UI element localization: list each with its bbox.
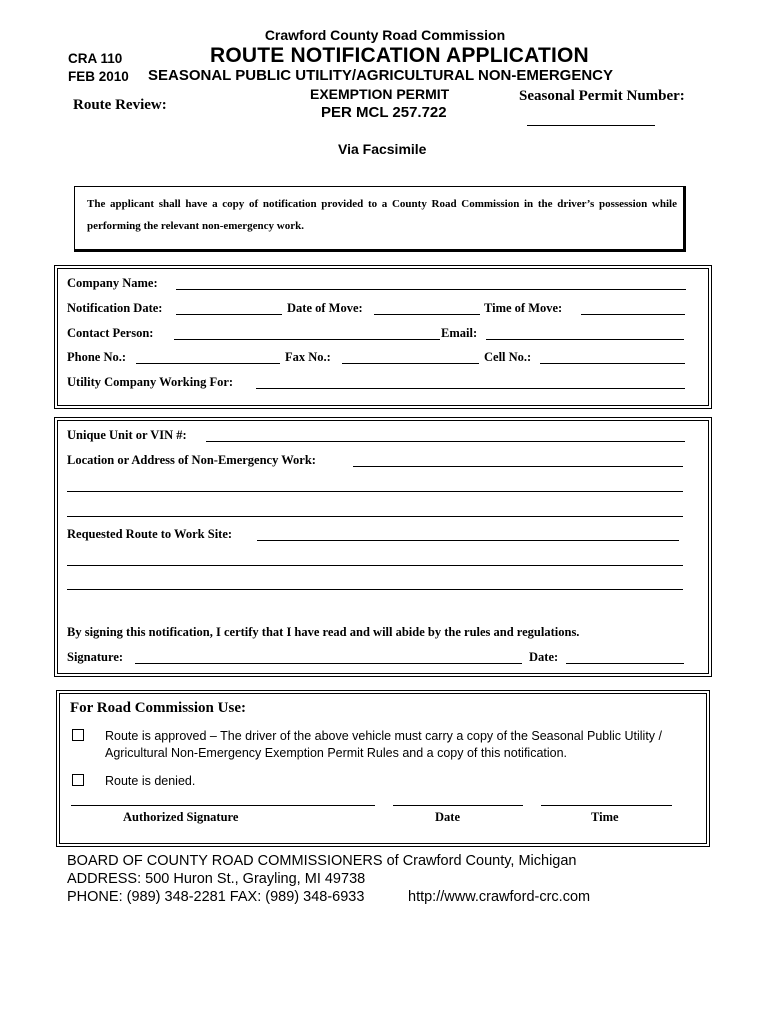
footer-board: BOARD OF COUNTY ROAD COMMISSIONERS of Crawford County, Michigan	[67, 853, 577, 869]
company-name-label: Company Name:	[67, 276, 158, 290]
route-approved-checkbox[interactable]	[72, 729, 84, 741]
notification-date-label: Notification Date:	[67, 301, 163, 315]
route-field[interactable]	[257, 540, 679, 541]
contact-person-field[interactable]	[174, 339, 440, 340]
via-facsimile: Via Facsimile	[338, 141, 427, 157]
route-field-line-2[interactable]	[67, 565, 683, 566]
location-label: Location or Address of Non-Emergency Work:	[67, 453, 316, 467]
form-title: ROUTE NOTIFICATION APPLICATION	[210, 44, 589, 67]
commission-time-field[interactable]	[541, 805, 672, 806]
signature-field[interactable]	[135, 663, 522, 664]
authorized-signature-label: Authorized Signature	[123, 810, 239, 824]
fax-label: Fax No.:	[285, 350, 331, 364]
footer-phone: PHONE: (989) 348-2281 FAX: (989) 348-6933	[67, 889, 365, 905]
route-field-line-3[interactable]	[67, 589, 683, 590]
commission-date-label: Date	[435, 810, 460, 824]
signature-label: Signature:	[67, 650, 124, 664]
certify-statement: By signing this notification, I certify that I have read and will abide by the rules and regulations.	[67, 625, 580, 639]
route-label: Requested Route to Work Site:	[67, 527, 233, 541]
unit-vin-label: Unique Unit or VIN #:	[67, 428, 187, 442]
form-code: CRA 110	[68, 51, 123, 66]
unit-vin-field[interactable]	[206, 441, 685, 442]
fax-field[interactable]	[342, 363, 479, 364]
email-label: Email:	[441, 326, 478, 340]
time-of-move-field[interactable]	[581, 314, 685, 315]
route-approved-text-2: Agricultural Non-Emergency Exemption Permit Rules and a copy of this notification.	[105, 746, 568, 760]
cell-field[interactable]	[540, 363, 685, 364]
notice-box	[74, 186, 686, 252]
route-approved-text: Route is approved – The driver of the above vehicle must carry a copy of the Seasonal Public Utility /	[105, 729, 663, 743]
location-field[interactable]	[353, 466, 683, 467]
location-field-line-2[interactable]	[67, 491, 683, 492]
utility-company-field[interactable]	[256, 388, 685, 389]
company-name-field[interactable]	[176, 289, 686, 290]
phone-label: Phone No.:	[67, 350, 127, 364]
permit-line-1: EXEMPTION PERMIT	[310, 86, 450, 102]
route-denied-checkbox[interactable]	[72, 774, 84, 786]
utility-company-label: Utility Company Working For:	[67, 375, 234, 389]
agency-name: Crawford County Road Commission	[264, 27, 506, 43]
commission-time-label: Time	[591, 810, 619, 824]
notice-text: The applicant shall have a copy of notification provided to a County Road Commission in the driver’s possession while performing the relevant non-emergency work.	[87, 198, 677, 232]
footer-address: ADDRESS: 500 Huron St., Grayling, MI 49738	[67, 871, 366, 887]
route-review-label: Route Review:	[73, 97, 167, 113]
seasonal-permit-number-field[interactable]	[527, 125, 655, 126]
signature-date-label: Date:	[529, 650, 559, 664]
notification-date-field[interactable]	[176, 314, 282, 315]
phone-field[interactable]	[136, 363, 280, 364]
cell-label: Cell No.:	[484, 350, 532, 364]
seasonal-permit-number-label: Seasonal Permit Number:	[519, 88, 685, 104]
route-denied-text: Route is denied.	[105, 774, 196, 788]
authorized-signature-field[interactable]	[71, 805, 375, 806]
date-of-move-field[interactable]	[374, 314, 480, 315]
form-subtitle: SEASONAL PUBLIC UTILITY/AGRICULTURAL NON-EMERGENCY	[148, 67, 614, 84]
email-field[interactable]	[486, 339, 684, 340]
form-date: FEB 2010	[68, 69, 129, 84]
location-field-line-3[interactable]	[67, 516, 683, 517]
commission-heading: For Road Commission Use:	[70, 700, 246, 716]
time-of-move-label: Time of Move:	[484, 301, 563, 315]
permit-line-2: PER MCL 257.722	[321, 104, 447, 121]
commission-date-field[interactable]	[393, 805, 523, 806]
contact-person-label: Contact Person:	[67, 326, 154, 340]
date-of-move-label: Date of Move:	[287, 301, 363, 315]
footer-website-link[interactable]: http://www.crawford-crc.com	[408, 889, 591, 905]
signature-date-field[interactable]	[566, 663, 684, 664]
